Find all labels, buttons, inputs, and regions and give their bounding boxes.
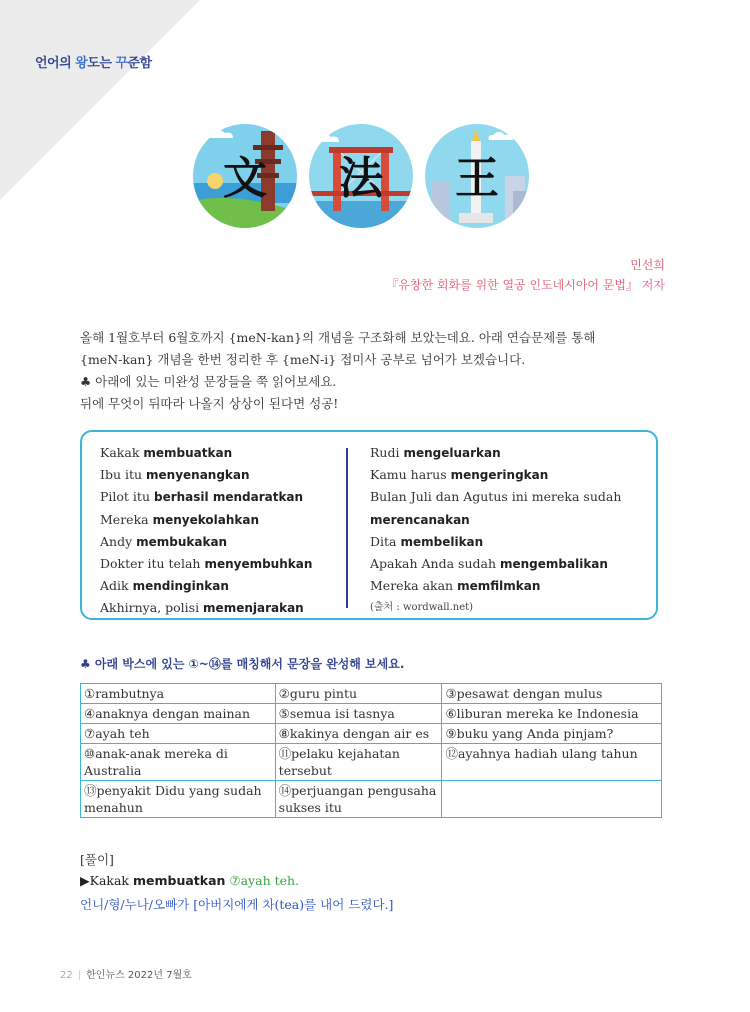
option-cell: ⑧kakinya dengan air es bbox=[275, 724, 442, 744]
title-illustration bbox=[193, 121, 548, 231]
title-char-1: 文 bbox=[223, 153, 267, 204]
question-title: ♣ 아래 박스에 있는 ①~⑭를 매칭해서 문장을 완성해 보세요. bbox=[80, 657, 405, 671]
table-row bbox=[81, 781, 662, 818]
option-cell: ⑪pelaku kejahatan tersebut bbox=[275, 744, 442, 781]
sentence-item: Ibu itu menyenangkan bbox=[100, 467, 250, 483]
sentence-item: Mereka akan memfilmkan bbox=[370, 578, 541, 594]
sentence-item: merencanakan bbox=[370, 512, 470, 527]
options-table bbox=[80, 683, 662, 818]
option-cell: ①rambutnya bbox=[81, 684, 276, 704]
intro-line: 올해 1월호부터 6월호까지 {meN-kan}의 개념을 구조화해 보았는데요. 아래 연습문제를 통해 bbox=[80, 330, 596, 345]
sentence-item: Akhirnya, polisi memenjarakan bbox=[100, 600, 304, 616]
author-book: 『유창한 회화를 위한 열공 인도네시아어 문법』 저자 bbox=[386, 278, 665, 292]
page-footer: 22 | 한인뉴스 2022년 7월호 bbox=[60, 970, 192, 981]
source-note: (출처 : wordwall.net) bbox=[370, 602, 474, 614]
option-cell: ⑨buku yang Anda pinjam? bbox=[442, 724, 662, 744]
intro-text bbox=[80, 327, 680, 415]
sentence-item: Kakak membuatkan bbox=[100, 445, 233, 460]
option-cell: ⑩anak-anak mereka di Australia bbox=[81, 744, 276, 781]
sentence-item: Bulan Juli dan Agutus ini mereka sudah bbox=[370, 489, 622, 505]
sentence-item: Dokter itu telah menyembuhkan bbox=[100, 556, 313, 572]
answer-example: ▶Kakak membuatkan ⑦ayah teh. bbox=[80, 873, 300, 888]
series-title: 언어의 왕도는 꾸준함 bbox=[35, 56, 152, 71]
option-cell: ②guru pintu bbox=[275, 684, 442, 704]
sentence-item: Apakah Anda sudah mengembalikan bbox=[370, 556, 608, 572]
table-row bbox=[81, 684, 662, 704]
intro-line: ♣ 아래에 있는 미완성 문장들을 쭉 읽어보세요. bbox=[80, 374, 337, 389]
intro-line: 뒤에 무엇이 뒤따라 나올지 상상이 된다면 성공! bbox=[80, 396, 339, 411]
table-row bbox=[81, 724, 662, 744]
option-cell: ⑥liburan mereka ke Indonesia bbox=[442, 704, 662, 724]
sentence-box bbox=[80, 430, 658, 620]
sentence-column-left bbox=[100, 442, 312, 620]
title-char-3: 王 bbox=[455, 153, 499, 204]
option-cell: ⑬penyakit Didu yang sudah menahun bbox=[81, 781, 276, 818]
sentence-item: Kamu harus mengeringkan bbox=[370, 467, 549, 483]
sentence-item: Andy membukakan bbox=[100, 533, 228, 549]
answer-label: [풀이] bbox=[80, 852, 114, 867]
page-number: 22 bbox=[60, 970, 73, 981]
author-name: 민선희 bbox=[630, 258, 665, 272]
answer-translation: 언니/형/누나/오빠가 [아버지에게 차(tea)를 내어 드렸다.] bbox=[80, 897, 394, 912]
intro-line: {meN-kan} 개념을 한번 정리한 후 {meN-i} 접미사 공부로 넘어가 보겠습니다. bbox=[80, 352, 526, 367]
option-cell bbox=[442, 781, 662, 818]
sentence-item: Adik mendinginkan bbox=[100, 578, 229, 594]
corner-decoration bbox=[0, 0, 200, 200]
option-cell: ⑫ayahnya hadiah ulang tahun bbox=[442, 744, 662, 781]
column-divider bbox=[346, 448, 348, 608]
option-cell: ④anaknya dengan mainan bbox=[81, 704, 276, 724]
title-char-2: 法 bbox=[339, 153, 383, 204]
sentence-item: Rudi mengeluarkan bbox=[370, 445, 501, 460]
author-block bbox=[386, 255, 665, 295]
option-cell: ⑦ayah teh bbox=[81, 724, 276, 744]
table-row bbox=[81, 704, 662, 724]
option-cell: ⑤semua isi tasnya bbox=[275, 704, 442, 724]
sentence-item: Pilot itu berhasil mendaratkan bbox=[100, 489, 304, 505]
table-row bbox=[81, 744, 662, 781]
sentence-item: Mereka menyekolahkan bbox=[100, 511, 260, 527]
option-cell: ⑭perjuangan pengusaha sukses itu bbox=[275, 781, 442, 818]
magazine-name: 한인뉴스 2022년 7월호 bbox=[86, 970, 192, 981]
sentence-item: Dita membelikan bbox=[370, 533, 484, 549]
sentence-column-right bbox=[370, 442, 621, 619]
option-cell: ③pesawat dengan mulus bbox=[442, 684, 662, 704]
